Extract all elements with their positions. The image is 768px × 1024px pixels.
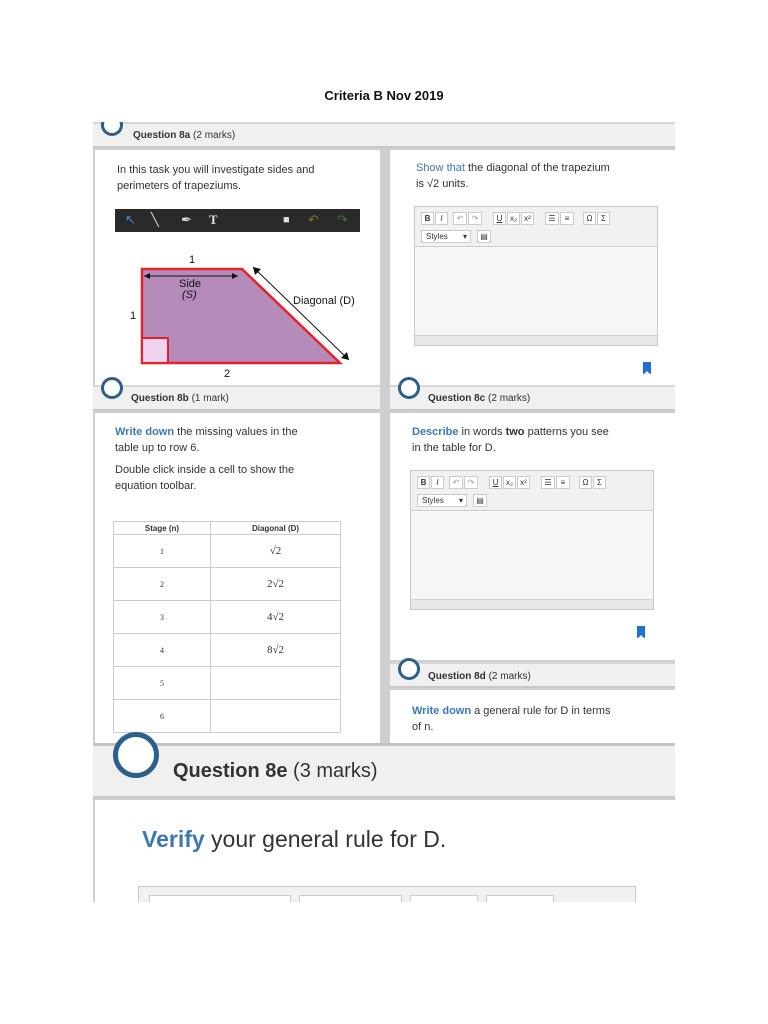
omega-button[interactable]: Ω	[579, 476, 592, 489]
undo-button[interactable]: ↶	[453, 212, 467, 225]
question-bubble-icon	[398, 658, 420, 680]
ordered-list-button[interactable]: ☰	[545, 212, 559, 225]
question-8b-prompt: Write down the missing values in the table up to row 6. Double click inside a cell to show the equation toolbar.	[115, 426, 298, 492]
superscript-button[interactable]: x²	[521, 212, 534, 225]
table-header-diagonal: Diagonal (D)	[211, 522, 341, 535]
question-8b-header	[93, 385, 380, 411]
underline-button[interactable]: U	[493, 212, 506, 225]
question-8d-header	[390, 662, 675, 688]
bold-button[interactable]: B	[421, 212, 434, 225]
question-8a-text: In this task you will investigate sides and perimeters of trapeziums.	[117, 164, 315, 192]
question-8e-header	[93, 743, 675, 798]
editor-body[interactable]	[415, 248, 657, 335]
question-8b-title: Question 8b (1 mark)	[131, 393, 229, 404]
question-8a-header	[93, 122, 675, 148]
line-icon[interactable]: ╲	[151, 212, 159, 227]
stage-diagonal-table	[113, 521, 341, 733]
redo-icon[interactable]: ↷	[337, 212, 348, 227]
unordered-list-button[interactable]: ≡	[560, 212, 574, 225]
question-8c-title: Question 8c (2 marks)	[428, 393, 531, 404]
side-symbol: (S)	[182, 289, 197, 301]
redo-button[interactable]: ↷	[464, 476, 478, 489]
table-cell[interactable]: 4	[114, 634, 211, 667]
screenshot-area	[93, 122, 675, 902]
source-icon[interactable]: ▤	[477, 230, 491, 243]
underline-button[interactable]: U	[489, 476, 502, 489]
subscript-button[interactable]: x₂	[507, 212, 520, 225]
question-8d-title: Question 8d (2 marks)	[428, 671, 531, 682]
pointer-icon[interactable]: ↖	[125, 212, 136, 227]
document-title: Criteria B Nov 2019	[324, 88, 444, 103]
table-cell[interactable]: 8√2	[211, 634, 341, 667]
trapezium-shape	[142, 269, 340, 363]
table-row	[114, 667, 341, 700]
question-bubble-icon	[101, 122, 123, 136]
table-header-stage: Stage (n)	[114, 522, 211, 535]
answer-editor-8c[interactable]	[410, 470, 654, 610]
subscript-button[interactable]: x₂	[503, 476, 516, 489]
question-8c-prompt: Describe in words two patterns you see in the table for D.	[412, 426, 609, 454]
toolbar-group[interactable]	[149, 895, 291, 902]
undo-button[interactable]: ↶	[449, 476, 463, 489]
table-cell[interactable]: 5	[114, 667, 211, 700]
question-bubble-icon	[398, 377, 420, 399]
omega-button[interactable]: Ω	[583, 212, 596, 225]
bookmark-icon[interactable]	[643, 362, 651, 374]
table-cell[interactable]: 3	[114, 601, 211, 634]
ordered-list-button[interactable]: ☰	[541, 476, 555, 489]
trapezium-diagram	[95, 235, 380, 385]
editor-toolbar	[411, 471, 653, 511]
left-length-label: 1	[130, 310, 137, 322]
drawing-toolbar	[115, 209, 360, 232]
side-label: Side	[179, 278, 202, 290]
styles-dropdown[interactable]: Styles ▾	[421, 230, 471, 243]
question-8a-panel	[95, 150, 380, 386]
bookmark-icon[interactable]	[637, 626, 645, 638]
top-length-label: 1	[189, 254, 196, 266]
answer-editor-8a[interactable]	[414, 206, 658, 346]
redo-button[interactable]: ↷	[468, 212, 482, 225]
right-angle-marker	[142, 338, 168, 363]
toolbar-group[interactable]	[486, 895, 554, 902]
diagonal-label: Diagonal (D)	[293, 295, 355, 307]
italic-button[interactable]: I	[431, 476, 444, 489]
unordered-list-button[interactable]: ≡	[556, 476, 570, 489]
editor-toolbar	[415, 207, 657, 247]
editor-body[interactable]	[411, 512, 653, 599]
table-cell[interactable]: 2	[114, 568, 211, 601]
table-cell[interactable]	[211, 667, 341, 700]
table-cell[interactable]: 2√2	[211, 568, 341, 601]
question-8e-panel	[95, 800, 675, 902]
bold-button[interactable]: B	[417, 476, 430, 489]
table-row	[114, 700, 341, 733]
sigma-button[interactable]: Σ	[593, 476, 606, 489]
table-row	[114, 535, 341, 568]
question-8b-panel	[95, 413, 380, 743]
editor-footer	[415, 335, 657, 345]
question-8c-header	[390, 385, 675, 411]
superscript-button[interactable]: x²	[517, 476, 530, 489]
question-8d-panel	[390, 690, 675, 743]
pen-icon[interactable]: ✒	[181, 212, 192, 227]
bottom-length-label: 2	[224, 368, 231, 380]
text-tool-icon[interactable]: T	[209, 212, 218, 227]
table-cell[interactable]: 6	[114, 700, 211, 733]
italic-button[interactable]: I	[435, 212, 448, 225]
question-8a-answer-panel	[390, 150, 675, 386]
question-8a-title: Question 8a (2 marks)	[133, 130, 236, 141]
table-cell[interactable]: 1	[114, 535, 211, 568]
table-cell[interactable]	[211, 700, 341, 733]
table-cell[interactable]: 4√2	[211, 601, 341, 634]
source-icon[interactable]: ▤	[473, 494, 487, 507]
question-8e-prompt: Verify your general rule for D.	[142, 826, 447, 852]
styles-dropdown[interactable]: Styles ▾	[417, 494, 467, 507]
question-8a-prompt: Show that the diagonal of the trapezium is √2 units.	[416, 162, 610, 190]
sigma-button[interactable]: Σ	[597, 212, 610, 225]
question-8c-panel	[390, 413, 675, 660]
editor-footer	[411, 599, 653, 609]
toolbar-group[interactable]	[410, 895, 478, 902]
table-row	[114, 568, 341, 601]
table-cell[interactable]: √2	[211, 535, 341, 568]
undo-icon[interactable]: ↶	[308, 212, 319, 227]
question-8e-title: Question 8e (3 marks)	[173, 760, 378, 782]
table-row	[114, 634, 341, 667]
table-row	[114, 601, 341, 634]
question-8d-prompt: Write down a general rule for D in terms of n.	[412, 705, 611, 733]
question-bubble-icon	[101, 377, 123, 399]
answer-editor-8e-toolbar	[138, 886, 636, 902]
trash-icon[interactable]: ■	[283, 214, 290, 226]
toolbar-group[interactable]	[299, 895, 402, 902]
question-bubble-icon	[113, 732, 159, 778]
